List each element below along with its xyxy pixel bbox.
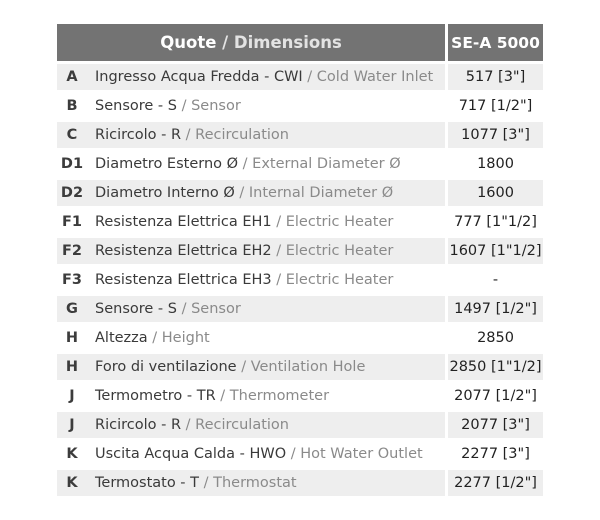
dimension-description [87,64,445,90]
description-english: Cold Water Inlet [316,69,434,85]
description-separator: / [176,98,192,114]
description-english: Recirculation [195,417,289,433]
description-separator: / [302,69,317,85]
description-english: Electric Heater [285,214,394,230]
description-english: Recirculation [195,127,289,143]
dimension-value: 1497 [1/2"] [445,296,543,322]
description-separator: / [236,359,251,375]
description-italian: Altezza [95,330,148,346]
dimension-description [87,354,445,380]
description-english: Hot Water Outlet [300,446,423,462]
dimension-value: 1077 [3"] [445,122,543,148]
dimension-code: F3 [57,267,87,293]
description-separator: / [271,243,286,259]
dimension-value: 1607 [1"1/2] [445,238,543,264]
dimension-value: 2277 [1/2"] [445,470,543,496]
description-italian: Ricircolo - R [95,417,182,433]
table-row [57,354,543,380]
dimension-value: 1800 [445,151,543,177]
description-italian: Uscita Acqua Calda - HWO [95,446,287,462]
description-separator: / [199,475,214,491]
table-row [57,238,543,264]
description-separator: / [234,185,249,201]
table-row [57,296,543,322]
dimensions-table [57,21,543,499]
dimension-code: G [57,296,87,322]
description-english: Height [161,330,210,346]
description-italian: Resistenza Elettrica EH2 [95,243,272,259]
table-row [57,180,543,206]
dimension-code: C [57,122,87,148]
dimension-value: 717 [1/2"] [445,93,543,119]
dimension-value: 2850 [445,325,543,351]
description-italian: Ingresso Acqua Fredda - CWI [95,69,303,85]
dimension-code: F2 [57,238,87,264]
dimension-description [87,238,445,264]
header-title-cell [57,24,445,61]
header-title-english: Dimensions [233,33,342,52]
description-italian: Resistenza Elettrica EH1 [95,214,272,230]
dimension-value: 517 [3"] [445,64,543,90]
dimension-value: 777 [1"1/2] [445,209,543,235]
description-italian: Termometro - TR [95,388,216,404]
table-row [57,64,543,90]
dimension-value: 1600 [445,180,543,206]
description-separator: / [271,272,286,288]
description-english: Sensor [191,301,241,317]
dimension-description [87,122,445,148]
description-separator: / [215,388,230,404]
description-english: Internal Diameter Ø [248,185,394,201]
description-separator: / [271,214,286,230]
dimension-code: D1 [57,151,87,177]
description-italian: Diametro Esterno Ø [95,156,239,172]
description-italian: Foro di ventilazione [95,359,237,375]
description-separator: / [181,127,196,143]
table-row [57,441,543,467]
table-row [57,93,543,119]
dimension-value: - [445,267,543,293]
table-header-row [57,24,543,61]
dimension-description [87,412,445,438]
header-separator: / [216,33,234,52]
table-row [57,151,543,177]
dimension-description [87,93,445,119]
table-row [57,267,543,293]
dimension-code: H [57,325,87,351]
table-row [57,470,543,496]
dimension-code: D2 [57,180,87,206]
description-separator: / [238,156,253,172]
table-row [57,209,543,235]
dimension-value: 2850 [1"1/2] [445,354,543,380]
dimension-code: B [57,93,87,119]
dimension-value: 2077 [3"] [445,412,543,438]
dimension-value: 2077 [1/2"] [445,383,543,409]
header-model-cell: SE-A 5000 [445,24,543,61]
description-italian: Sensore - S [95,301,177,317]
dimension-description [87,209,445,235]
dimension-code: H [57,354,87,380]
description-english: Electric Heater [285,243,394,259]
dimension-code: F1 [57,209,87,235]
header-title-italian: Quote [160,33,217,52]
description-english: Sensor [191,98,241,114]
description-english: External Diameter Ø [252,156,401,172]
dimension-description [87,180,445,206]
description-italian: Diametro Interno Ø [95,185,235,201]
dimension-description [87,267,445,293]
description-english: Thermostat [213,475,297,491]
description-italian: Termostato - T [95,475,200,491]
dimension-code: K [57,441,87,467]
description-italian: Resistenza Elettrica EH3 [95,272,272,288]
dimension-code: A [57,64,87,90]
dimension-code: J [57,412,87,438]
dimension-description [87,151,445,177]
dimension-description [87,470,445,496]
dimension-value: 2277 [3"] [445,441,543,467]
dimension-code: J [57,383,87,409]
description-separator: / [286,446,301,462]
dimension-description [87,383,445,409]
table-row [57,325,543,351]
table-row [57,412,543,438]
dimension-description [87,325,445,351]
description-separator: / [176,301,192,317]
description-separator: / [181,417,196,433]
description-separator: / [147,330,162,346]
description-italian: Sensore - S [95,98,177,114]
dimension-code: K [57,470,87,496]
dimension-description [87,441,445,467]
description-english: Ventilation Hole [250,359,366,375]
table-row [57,122,543,148]
description-english: Electric Heater [285,272,394,288]
dimension-description [87,296,445,322]
table-body [57,24,543,496]
description-italian: Ricircolo - R [95,127,182,143]
table-row [57,383,543,409]
description-english: Thermometer [229,388,330,404]
